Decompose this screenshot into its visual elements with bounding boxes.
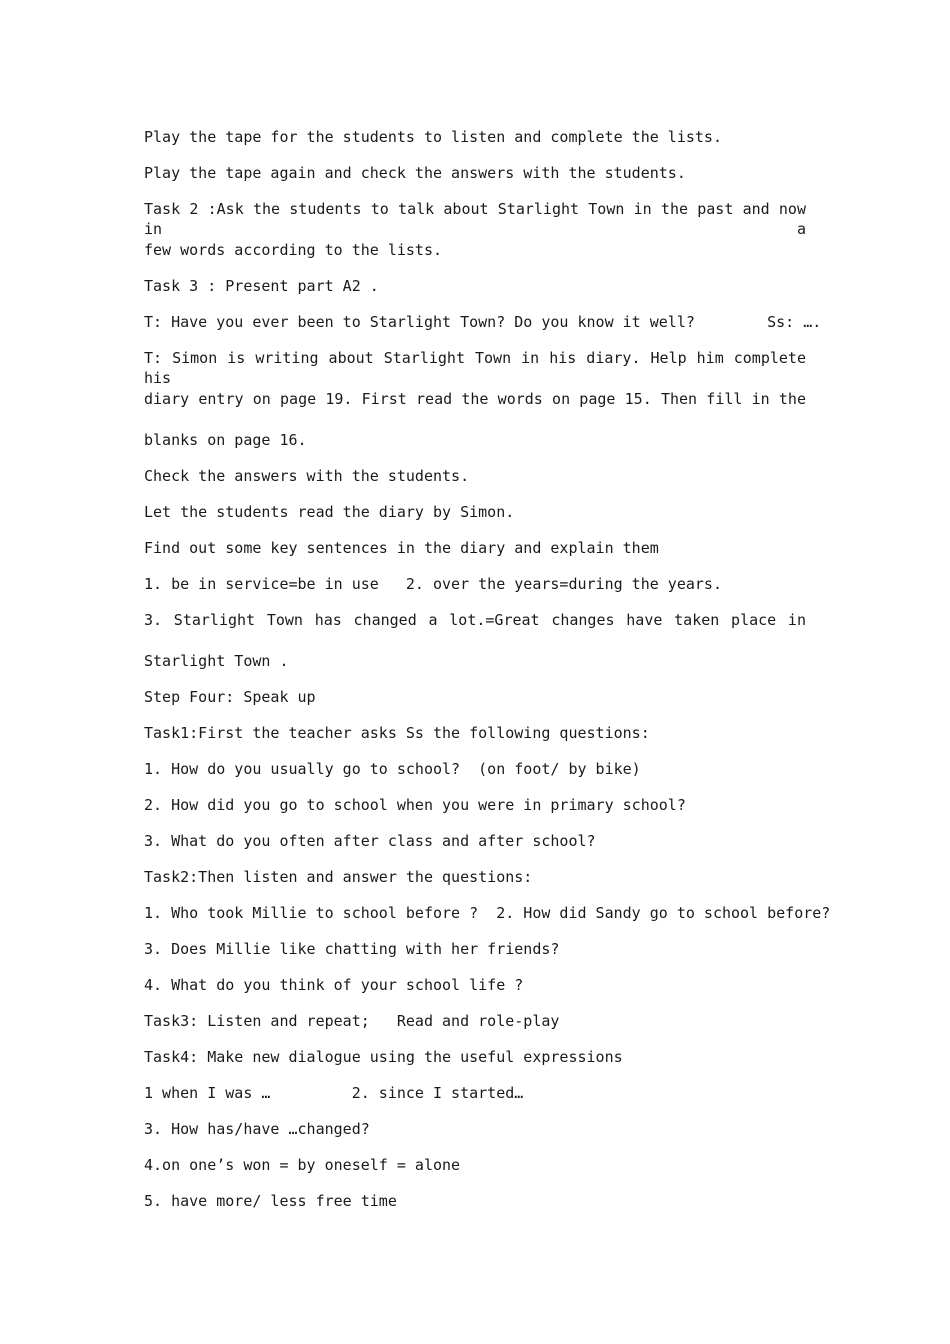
list-item: 3. How has/have …changed? [144,1120,370,1138]
list-item: 1. Who took Millie to school before ? 2. How did Sandy go to school before? [144,904,831,922]
list-item: 3. Does Millie like chatting with her friends? [144,940,560,958]
text-line: Play the tape again and check the answers with the students. [144,164,686,182]
task-heading: Task 3 : Present part A2 . [144,277,379,295]
text-line: T: Have you ever been to Starlight Town? Do you know it well? Ss: …. [144,313,822,331]
list-item: 1. be in service=be in use 2. over the years=during the years. [144,575,722,593]
text-line: Find out some key sentences in the diary and explain them [144,539,659,557]
text-line: blanks on page 16. [144,431,307,449]
list-item: 1. How do you usually go to school? (on foot/ by bike) [144,760,641,778]
text-line: T: Simon is writing about Starlight Town in his diary. Help him complete his [144,349,806,387]
list-item: 1 when I was … 2. since I started… [144,1084,524,1102]
list-item: 3. Starlight Town has changed a lot.=Great changes have taken place in [144,611,806,629]
task-heading: Task4: Make new dialogue using the useful expressions [144,1048,623,1066]
task-heading: Task1:First the teacher asks Ss the following questions: [144,724,650,742]
task-heading: Task3: Listen and repeat; Read and role-play [144,1012,560,1030]
list-item: 2. How did you go to school when you were in primary school? [144,796,686,814]
text-line: Task 2 :Ask the students to talk about Starlight Town in the past and now in a [144,200,806,238]
list-item: 4. What do you think of your school life ? [144,976,524,994]
text-line: Let the students read the diary by Simon. [144,503,515,521]
list-item: 4.on one’s won = by oneself = alone [144,1156,461,1174]
task-heading: Task2:Then listen and answer the questions: [144,868,533,886]
step-heading: Step Four: Speak up [144,688,316,706]
text-line: Starlight Town . [144,652,289,670]
list-item: 3. What do you often after class and after school? [144,832,596,850]
text-line: Check the answers with the students. [144,467,470,485]
list-item: 5. have more/ less free time [144,1192,397,1210]
text-line: diary entry on page 19. First read the words on page 15. Then fill in the [144,390,806,408]
text-line: few words according to the lists. [144,241,443,259]
text-line: Play the tape for the students to listen and complete the lists. [144,128,722,146]
